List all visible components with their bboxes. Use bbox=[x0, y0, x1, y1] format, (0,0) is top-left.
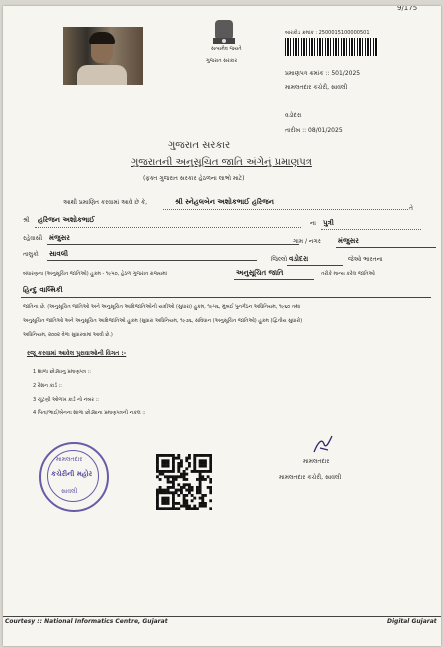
line4-suffix: જેઓ ભારતના bbox=[348, 256, 383, 263]
place: વડોદરા bbox=[285, 112, 302, 119]
qr-code-icon bbox=[156, 454, 212, 510]
taluka-label: તાલુકો bbox=[23, 251, 39, 258]
relation: પુત્રી bbox=[323, 219, 334, 227]
footer-right: Digital Gujarat bbox=[387, 618, 437, 625]
father-name: હરિજન અશોકભાઈ bbox=[38, 216, 95, 224]
taluka-value: સાવલી bbox=[49, 250, 69, 258]
government-title: ગુજરાત સરકાર bbox=[168, 140, 231, 151]
residence-label: રહેવાસી bbox=[23, 235, 43, 242]
proof-item: 4 પિતા/ભાઈ/બેનના શાળા છોડ્યાના પ્રમાણપત્રની નકલ :: bbox=[33, 410, 146, 416]
line2-mid: ના bbox=[310, 220, 316, 227]
line1-prefix: આથી પ્રમાણિત કરવામાં આવે છે કે, bbox=[63, 199, 148, 206]
emblem-caption-1: સત્યમેવ જયતે bbox=[211, 46, 242, 52]
village-label: ગામ / નગર bbox=[293, 238, 321, 245]
caste-category: અનુસૂચિત જાતિ bbox=[236, 269, 284, 277]
caste-name: હિન્દુ વાલ્મિકી bbox=[23, 286, 63, 294]
signatory-office: મામલતદાર કચેરી, સાવલી bbox=[279, 474, 342, 481]
seal-line-3: સાવલી bbox=[61, 488, 78, 495]
applicant-photo bbox=[63, 27, 143, 85]
line2-prefix: શ્રી bbox=[23, 217, 30, 224]
proofs-heading: રજૂ કરવામાં આવેલ પુરાવાઓની વિગત :- bbox=[27, 350, 127, 357]
certificate-title: ગુજરાતની અનુસૂચિત જાતિ અંગેનું પ્રમાણપત્ર bbox=[131, 157, 312, 168]
issue-date: તારીખ :: 08/01/2025 bbox=[285, 127, 343, 134]
barcode bbox=[285, 38, 378, 56]
certificate-page bbox=[3, 6, 441, 646]
proof-item: 2 રેશન કાર્ડ :: bbox=[33, 383, 62, 389]
corner-mark: 9/175 bbox=[397, 6, 418, 12]
barcode-label: બારકોડ ક્રમાંક : 2500015100000501 bbox=[285, 30, 370, 36]
certificate-subtitle: (ફક્ત ગુજરાત સરકાર હેઠળના લાભો માટે) bbox=[143, 175, 245, 182]
footer-left: Courtesy :: National Informatics Centre, Gujarat bbox=[5, 618, 168, 625]
line5-text: બંધારણના (અનુસૂચિત જાતિઓ) હુકમ - ૧૯૫૦, હેઠળ ગુજરાત રાજ્યમાં bbox=[23, 271, 167, 277]
para-line-2: અનુસૂચિત જાતિઓ અને અનુસૂચિત આદિજાતિઓ હુકમ (સુધારા અધિનિયમ, ૧૯૭૬, સંવિધાન (અનુસૂચિત જાતિઓ) હુકમ (દ્વિતીય સુધારો) bbox=[23, 318, 303, 324]
para-line-3: અધિનિયમ, ૨૦૦૨ વેળા સુધારવામાં આવી છે.) bbox=[23, 332, 113, 338]
signature-icon bbox=[308, 434, 338, 456]
proof-item: 1 શાળા છોડ્યાનુ પ્રમાણપત્ર :: bbox=[33, 369, 91, 375]
emblem-caption-2: ગુજરાત સરકાર bbox=[206, 58, 238, 64]
village-value: મંજુસર bbox=[338, 237, 359, 245]
para-line-1: જાતિના છે. (અનુસૂચિત જાતિઓ અને અનુસૂચિત આદિજાતિઓની યાદીઓ (સુધારા) હુકમ, ૧૯૫૬, મુંબઈ પુનર્ગઠન અધિનિયમ, ૧૯૬૦ તથા bbox=[23, 304, 301, 310]
certificate-number: પ્રમાણપત્ર ક્રમાંક :: 501/2025 bbox=[285, 70, 361, 77]
seal-line-1: મામલતદાર bbox=[56, 456, 83, 463]
residence-value: મંજુસર bbox=[49, 234, 70, 242]
district-value: વડોદરા bbox=[289, 255, 309, 263]
seal-line-2: કચેરીની મહોર bbox=[51, 470, 93, 478]
line1-suffix: તે bbox=[409, 205, 413, 212]
signatory-title: મામલતદાર bbox=[303, 458, 330, 465]
issuing-office: મામલતદાર કચેરી, સાવલી bbox=[285, 84, 348, 91]
applicant-name: શ્રી સ્નેહલબેન અશોકભાઈ હરિજન bbox=[175, 198, 275, 206]
office-seal bbox=[39, 442, 109, 512]
line5-suffix: તરીકે માન્ય કરેલ જાતિઓ bbox=[321, 271, 375, 277]
proof-item: 3 ચૂંટણી ઓળખ કાર્ડ નો નંબર :: bbox=[33, 397, 99, 403]
district-label: જિલ્લો bbox=[271, 256, 288, 263]
